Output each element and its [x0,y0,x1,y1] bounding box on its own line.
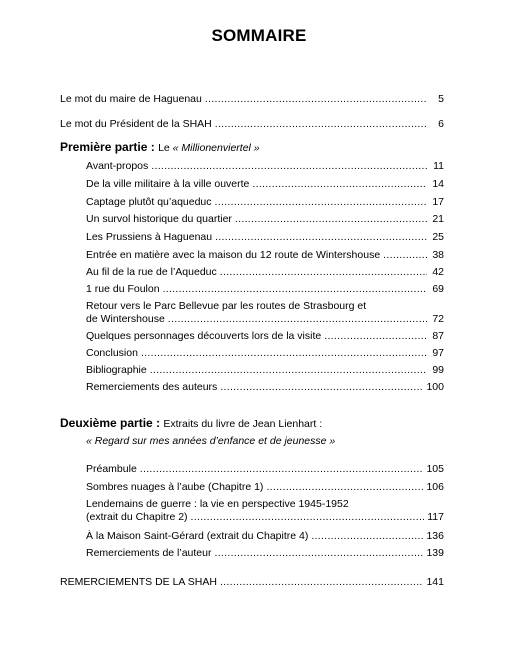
toc-entry-page: 6 [438,118,444,130]
part1-subtitle-prefix: Le [158,142,173,154]
toc-entry[interactable] [86,196,444,209]
toc-entry-page: 25 [432,231,444,243]
toc-entry-two-line[interactable] [86,498,444,524]
leader-dots [214,547,423,560]
toc-entry-label-line2: (extrait du Chapitre 2) [86,511,188,523]
toc-entry-label-line2: de Wintershouse [86,313,165,325]
leader-dots [252,178,427,191]
toc-entry-label: De la ville militaire à la ville ouverte [86,178,250,190]
leader-dots [191,511,425,524]
leader-dots [324,330,427,343]
toc-entry-president[interactable] [60,118,444,131]
leader-dots [220,576,424,589]
leader-dots [141,347,427,360]
leader-dots [311,530,423,543]
toc-entry-label: Avant-propos [86,160,149,172]
part1-title: Première partie : [60,140,155,154]
toc-entry[interactable] [86,481,444,494]
toc-entry[interactable] [86,381,444,394]
toc-entry[interactable] [86,347,444,360]
toc-entry-page: 141 [426,576,444,588]
toc-entry-page: 38 [432,249,444,261]
toc-entry-label-line1: Lendemains de guerre : la vie en perspective 1945-1952 [86,498,349,510]
toc-entry-label: Préambule [86,463,137,475]
part1-subtitle [158,142,260,154]
toc-entry-page: 69 [432,283,444,295]
leader-dots [215,231,427,244]
toc-entry-label: REMERCIEMENTS DE LA SHAH [60,576,217,588]
leader-dots [168,313,427,326]
toc-entry-page: 136 [426,530,444,542]
leader-dots [266,481,423,494]
toc-entry-label: Remerciements des auteurs [86,381,218,393]
toc-entry[interactable] [86,283,444,296]
toc-entry-label: Captage plutôt qu’aqueduc [86,196,212,208]
part2-heading [60,416,322,430]
toc-entry[interactable] [86,231,444,244]
toc-entry-label: Remerciements de l’auteur [86,547,212,559]
toc-entry-page: 117 [427,511,444,523]
toc-entry-page: 14 [432,178,444,190]
toc-entry-page: 97 [432,347,444,359]
leader-dots [215,196,427,209]
toc-entry[interactable] [86,463,444,476]
toc-entry[interactable] [86,178,444,191]
leader-dots [220,381,423,394]
toc-entry-page: 100 [426,381,444,393]
leader-dots [220,266,427,279]
toc-entry-page: 72 [432,313,444,325]
leader-dots [150,364,427,377]
leader-dots [215,118,427,131]
part2-book-title: « Regard sur mes années d’enfance et de jeunesse » [86,435,336,447]
leader-dots [163,283,427,296]
toc-entry-page: 105 [426,463,444,475]
leader-dots [140,463,424,476]
toc-entry-page: 11 [433,160,444,172]
toc-entry[interactable] [86,213,444,226]
toc-entry-line2 [86,511,444,524]
toc-entry-label: Entrée en matière avec la maison du 12 route de Wintershouse [86,249,381,261]
toc-entry-page: 21 [432,213,444,225]
toc-entry-label: Le mot du Président de la SHAH [60,118,212,130]
leader-dots [383,249,427,262]
toc-entry-label-line1: Retour vers le Parc Bellevue par les routes de Strasbourg et [86,300,367,312]
toc-entry-label: Les Prussiens à Haguenau [86,231,213,243]
toc-entry-line2 [86,313,444,326]
toc-entry-shah-thanks[interactable] [60,576,444,589]
toc-entry-page: 99 [432,364,444,376]
toc-entry[interactable] [86,330,444,343]
toc-entry[interactable] [86,530,444,543]
toc-entry-label: Le mot du maire de Haguenau [60,93,202,105]
toc-entry-label: Quelques personnages découverts lors de la visite [86,330,322,342]
part1-subtitle-italic: « Millionenviertel » [172,142,260,154]
leader-dots [151,160,427,173]
toc-entry[interactable] [86,364,444,377]
toc-entry-page: 42 [432,266,444,278]
leader-dots [205,93,427,106]
toc-entry-label: Au fil de la rue de l’Aqueduc [86,266,217,278]
toc-entry-label: À la Maison Saint-Gérard (extrait du Chapitre 4) [86,530,309,542]
page-title: SOMMAIRE [211,26,307,45]
toc-entry-two-line[interactable] [86,300,444,326]
toc-entry-label: Bibliographie [86,364,147,376]
toc-entry-page: 87 [432,330,444,342]
part1-heading [60,140,260,154]
leader-dots [235,213,427,226]
toc-entry-page: 139 [426,547,444,559]
toc-entry-page: 17 [432,196,444,208]
toc-entry-page: 5 [438,93,444,105]
part2-title: Deuxième partie : [60,416,161,430]
toc-entry[interactable] [86,160,444,173]
toc-entry-label: Conclusion [86,347,138,359]
toc-entry-label: 1 rue du Foulon [86,283,160,295]
toc-entry-label: Un survol historique du quartier [86,213,232,225]
toc-entry-label: Sombres nuages à l’aube (Chapitre 1) [86,481,264,493]
toc-entry[interactable] [86,249,444,262]
toc-entry[interactable] [86,266,444,279]
toc-entry-mayor[interactable] [60,93,444,106]
part2-subtitle: Extraits du livre de Jean Lienhart : [163,418,323,430]
toc-entry[interactable] [86,547,444,560]
toc-entry-page: 106 [426,481,444,493]
